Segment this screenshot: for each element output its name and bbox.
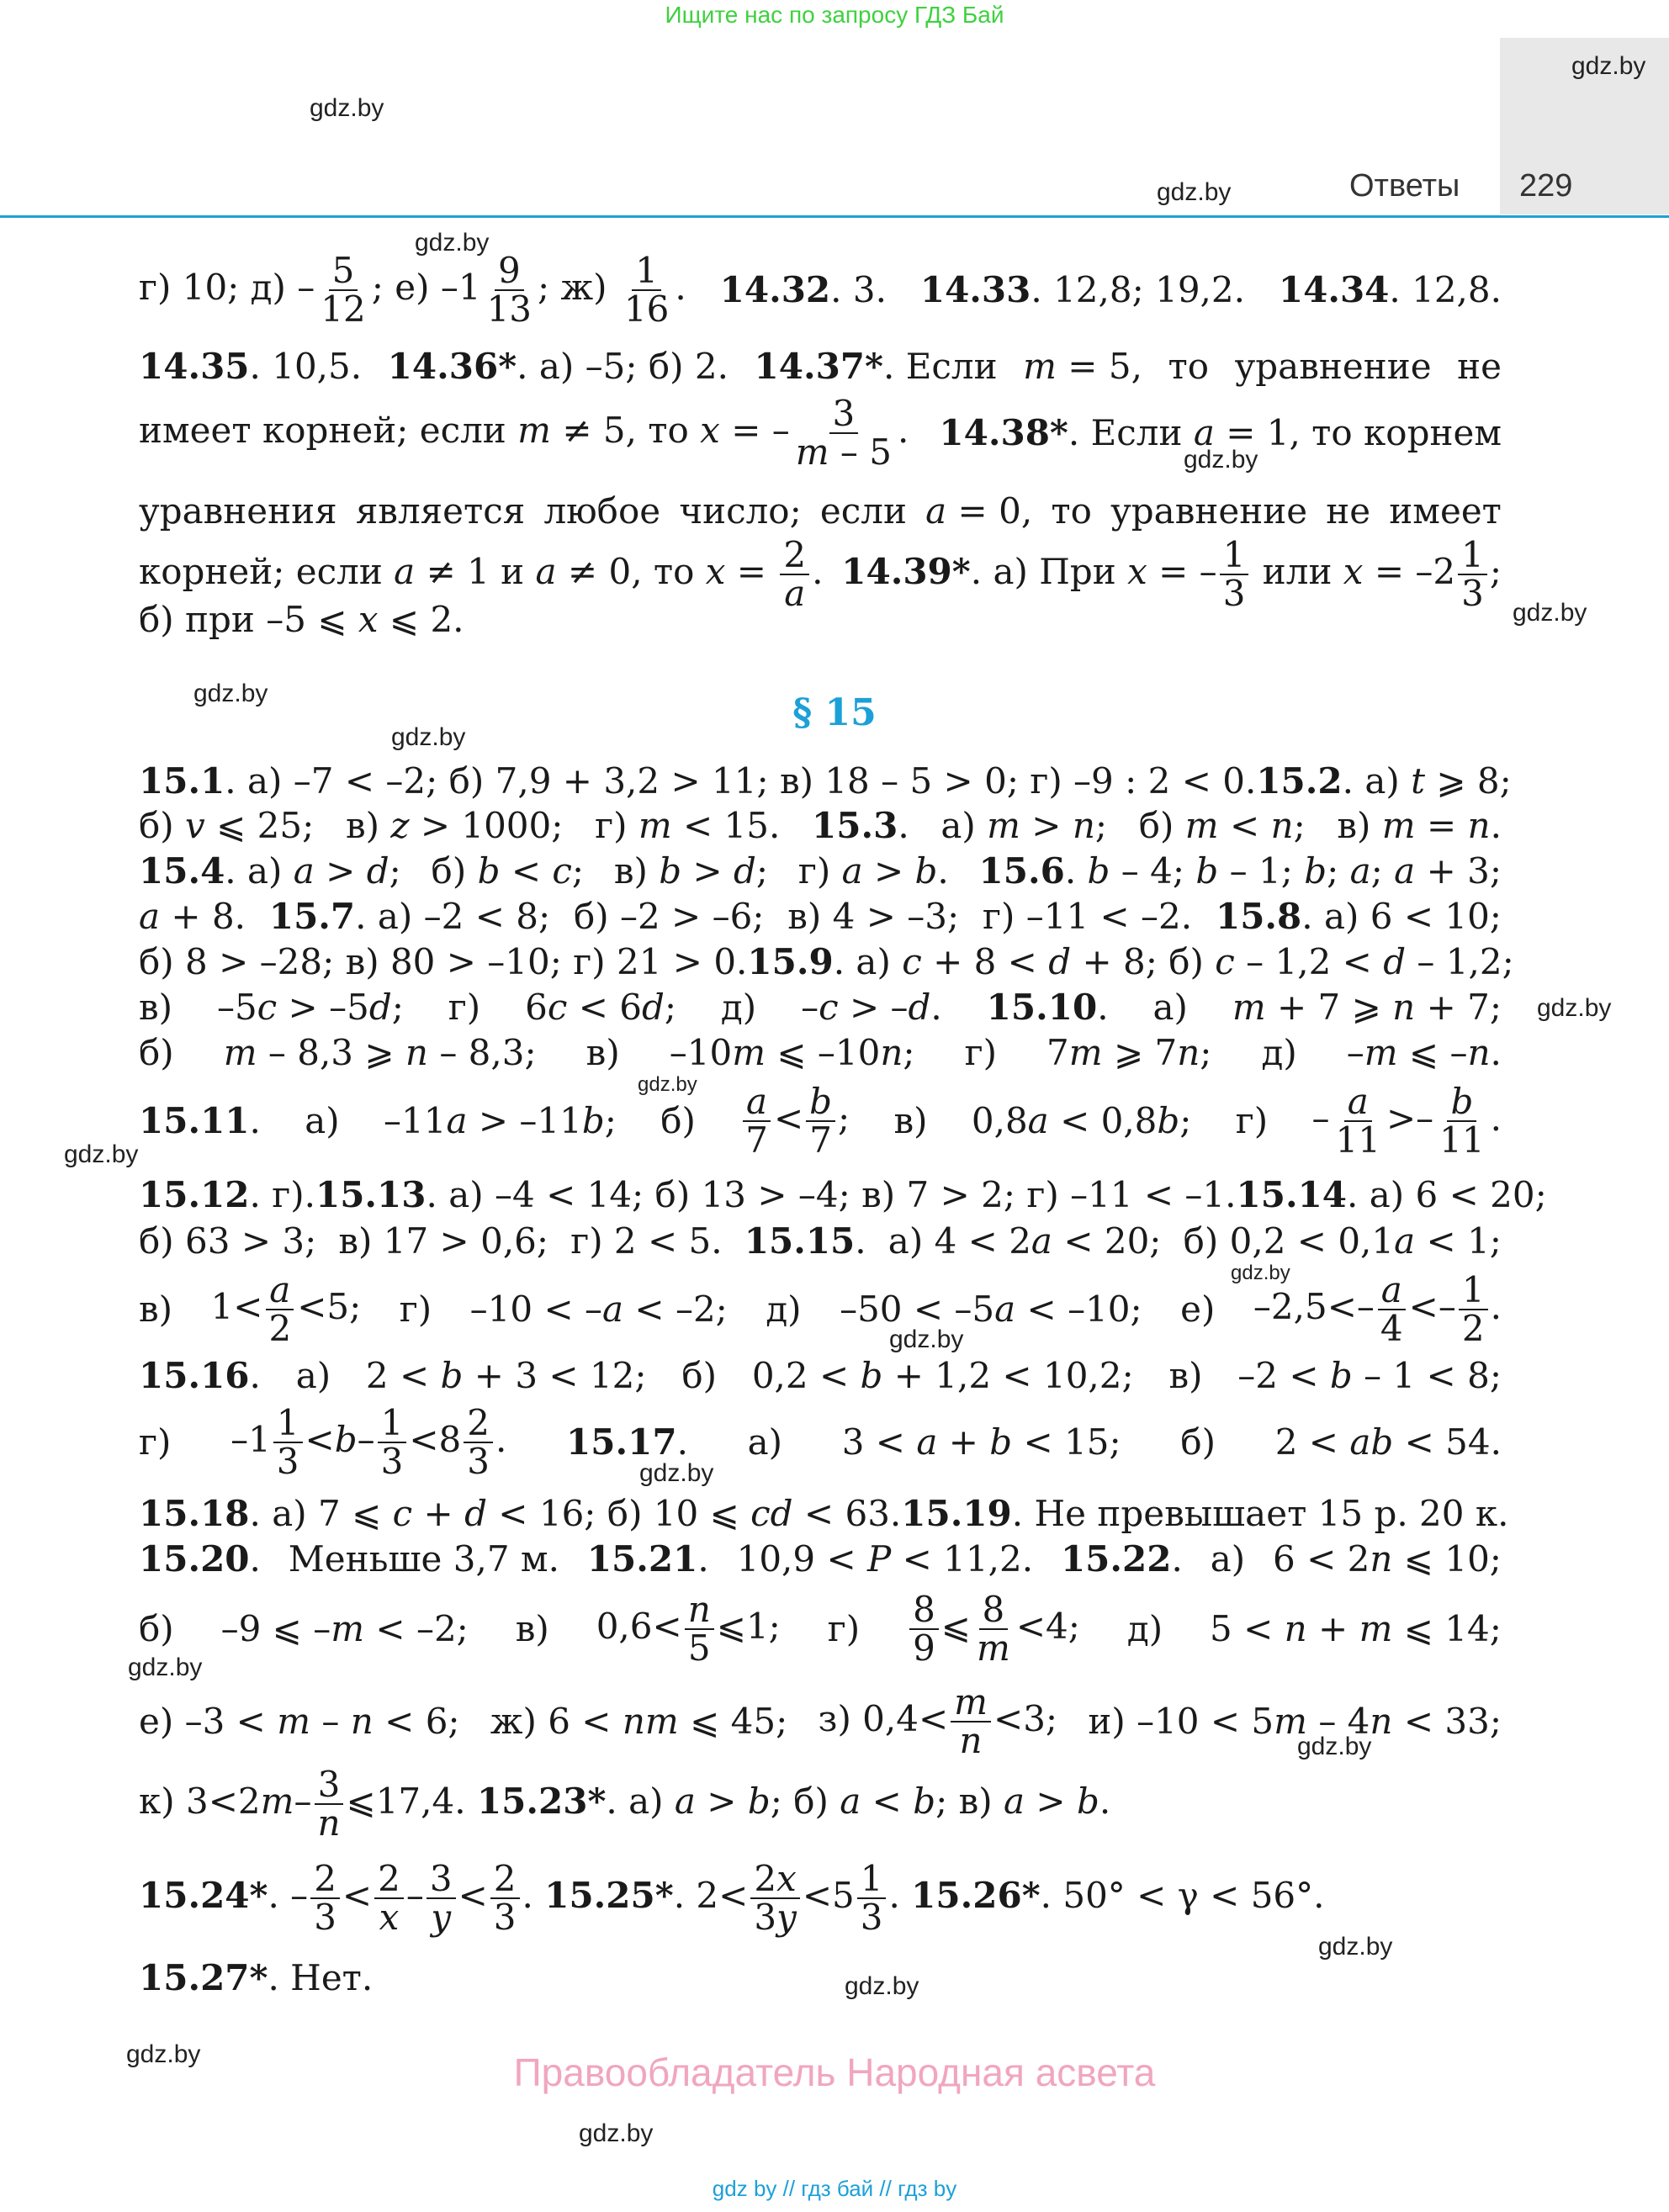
text-line: б) –9 ⩽ –m < –2; в) 0,6< $\frac{n}{5}$ ⩽1; г) $\frac{8}{9}$ ⩽ $\frac{8}{m}$ <4; д) 5 < n + m ⩽ 14; — [139, 1589, 1502, 1670]
text-line: 15.18. а) 7 ⩽ c + d < 16; б) 10 ⩽ cd < 63. 15.19. Не превышает 15 р. 20 к. — [139, 1493, 1509, 1534]
watermark: gdz.by — [1157, 178, 1232, 206]
text-line: б) при –5 ⩽ x ⩽ 2. — [139, 599, 464, 640]
text-line: 15.1. а) –7 < –2; б) 7,9 + 3,2 > 11; в) 18 – 5 > 0; г) –9 : 2 < 0. 15.2. а) t ⩾ 8; — [139, 760, 1512, 802]
watermark: gdz.by — [64, 1140, 139, 1168]
text-line: уравнения является любое число; если a = 0, то уравнение не имеет — [139, 490, 1502, 532]
text-line: б) m – 8,3 ⩾ n – 8,3; в) –10m ⩽ –10n; г) 7m ⩾ 7n; д) –m ⩽ –n. — [139, 1032, 1502, 1073]
text-line: a + 8. 15.7. а) –2 < 8; б) –2 > –6; в) 4 > –3; г) –11 < –2. 15.8. а) 6 < 10; — [139, 896, 1502, 937]
watermark: gdz.by — [193, 680, 268, 707]
text-line: г) 10; д) – $\frac{5}{12}$ ; е) –1 $\frac{9}{13}$ ; ж) $\frac{1}{16}$ . 14.32. 3. 14.33. 12,8; 19,2. 14.34. 12,8. — [139, 250, 1502, 331]
top-banner[interactable]: Ищите нас по запросу ГДЗ Бай — [665, 2, 1004, 28]
watermark: gdz.by — [310, 94, 384, 122]
watermark: gdz.by — [128, 1654, 203, 1681]
text-line: 14.35. 10,5. 14.36*. а) –5; б) 2. 14.37*. Если m = 5, то уравнение не — [139, 346, 1502, 387]
watermark: gdz.by — [639, 1459, 714, 1487]
text-line: б) 8 > –28; в) 80 > –10; г) 21 > 0. 15.9. а) c + 8 < d + 8; б) c – 1,2 < d – 1,2; — [139, 941, 1514, 982]
text-line: 15.16. а) 2 < b + 3 < 12; б) 0,2 < b + 1,2 < 10,2; в) –2 < b – 1 < 8; — [139, 1355, 1502, 1396]
watermark: gdz.by — [1318, 1933, 1393, 1961]
copyright-notice: Правообладатель Народная асвета — [513, 2051, 1156, 2094]
text-line: в) 1< $\frac{a}{2}$ <5; г) –10 < –a < –2; д) –50 < –5a < –10; е) –2,5<– $\frac{a}{4}$ <– $\frac{1}{2}$ . — [139, 1269, 1502, 1350]
text-line: к) 3<2m– $\frac{3}{n}$ ⩽17,4. 15.23*. а) a > b; б) a < b; в) a > b. — [139, 1764, 1111, 1844]
section-title: § 15 — [792, 691, 877, 734]
watermark: gdz.by — [638, 1073, 697, 1096]
watermark: gdz.by — [415, 229, 490, 257]
watermark: gdz.by — [126, 2040, 201, 2068]
watermark: gdz.by — [579, 2119, 654, 2147]
text-line: 15.20. Меньше 3,7 м. 15.21. 10,9 < P < 11,2. 15.22. а) 6 < 2n ⩽ 10; — [139, 1538, 1502, 1580]
text-line: 15.27*. Нет. — [139, 1957, 374, 1998]
text-line: в) –5c > –5d; г) 6c < 6d; д) –c > –d. 15.10. а) m + 7 ⩾ n + 7; — [139, 987, 1502, 1028]
header-title: Ответы — [1349, 168, 1460, 204]
watermark: gdz.by — [889, 1326, 964, 1353]
text-line: 15.11. а) –11a > –11b; б) $\frac{a}{7}$ < $\frac{b}{7}$ ; в) 0,8a < 0,8b; г) – $\frac{a}{11}$ >– $\frac{b}{11}$ . — [139, 1081, 1502, 1162]
text-line: г) –1 $\frac{1}{3}$ <b– $\frac{1}{3}$ <8 $\frac{2}{3}$ . 15.17. а) 3 < a + b < 15; б) 2 < ab < 54. — [139, 1402, 1502, 1483]
watermark: gdz.by — [1297, 1733, 1372, 1760]
watermark: gdz.by — [1513, 599, 1587, 627]
page-number: 229 — [1519, 168, 1573, 204]
text-line: е) –3 < m – n < 6; ж) 6 < nm ⩽ 45; з) 0,4< $\frac{m}{n}$ <3; и) –10 < 5m – 4n < 33; — [139, 1681, 1502, 1762]
text-line: корней; если a ≠ 1 и a ≠ 0, то x = $\frac{2}{a}$ . 14.39*. а) При x = – $\frac{1}{3}$ или x = –2 $\frac{1}{3}$ ; — [139, 534, 1502, 615]
text-line: имеет корней; если m ≠ 5, то x = – $\frac{3}{m - 5}$ . 14.38*. Если a = 1, то корнем — [139, 393, 1502, 474]
watermark: gdz.by — [1231, 1262, 1290, 1284]
footer-links[interactable]: gdz by // гдз бай // гдз by — [712, 2176, 957, 2201]
text-line: 15.4. а) a > d; б) b < c; в) b > d; г) a > b. 15.6. b – 4; b – 1; b; a; a + 3; — [139, 850, 1502, 892]
text-line: б) v ⩽ 25; в) z > 1000; г) m < 15. 15.3. а) m > n; б) m < n; в) m = n. — [139, 805, 1502, 846]
watermark: gdz.by — [1537, 994, 1612, 1022]
text-line: 15.12. г). 15.13. а) –4 < 14; б) 13 > –4; в) 7 > 2; г) –11 < –1. 15.14. а) 6 < 20; — [139, 1174, 1547, 1215]
text-line: б) 63 > 3; в) 17 > 0,6; г) 2 < 5. 15.15. а) 4 < 2a < 20; б) 0,2 < 0,1a < 1; — [139, 1220, 1502, 1262]
watermark: gdz.by — [1571, 52, 1646, 80]
text-line: 15.24*. – $\frac{2}{3}$ < $\frac{2}{x}$ – $\frac{3}{y}$ < $\frac{2}{3}$ . 15.25*. 2< $\frac{2x}{3y}$ <5 $\frac{1}{3}$ . 15.26*. 50° < γ < 56°. — [139, 1858, 1325, 1939]
header-rule — [0, 215, 1669, 218]
watermark: gdz.by — [391, 723, 466, 751]
watermark: gdz.by — [845, 1972, 919, 2000]
watermark: gdz.by — [1184, 446, 1258, 474]
